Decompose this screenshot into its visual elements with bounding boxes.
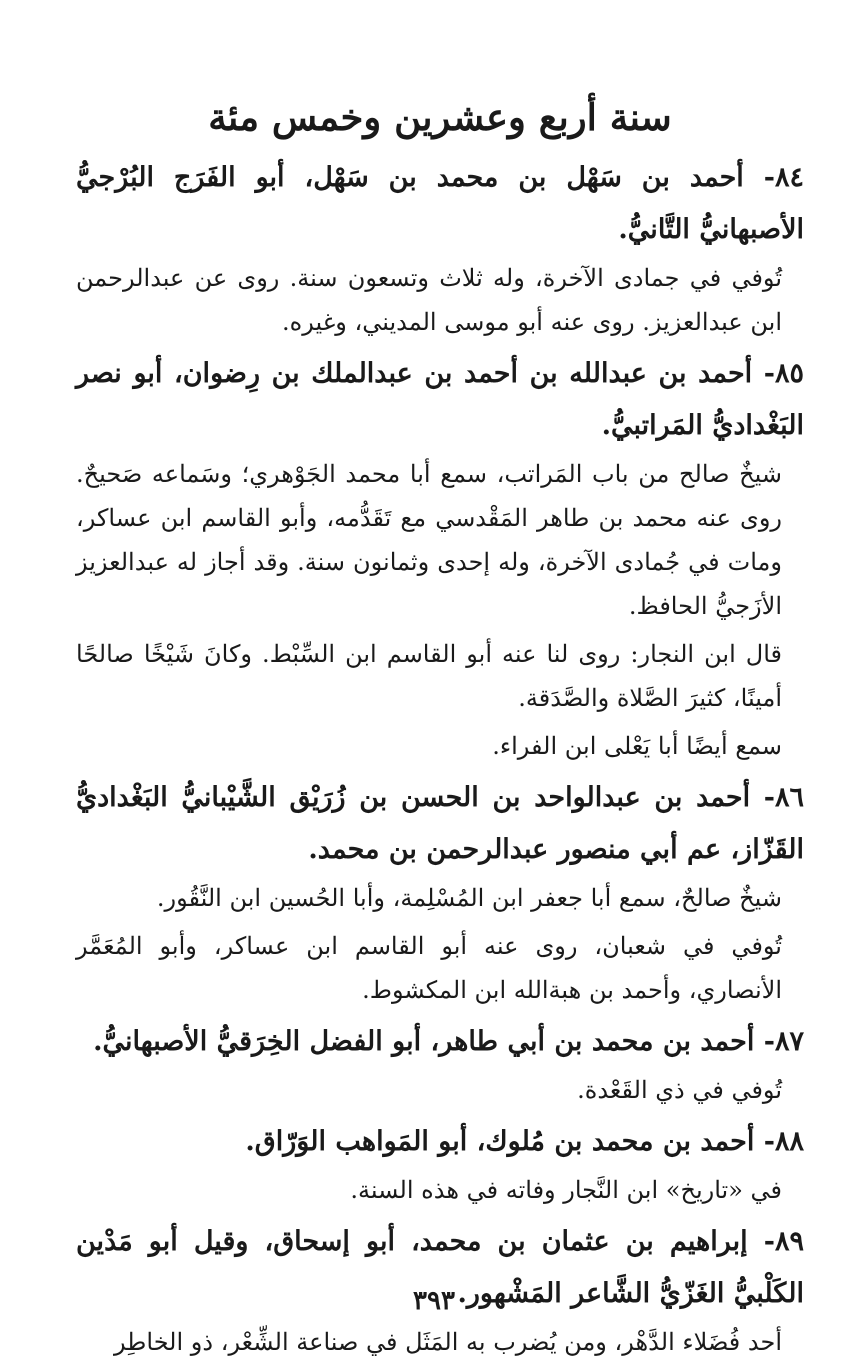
spacer	[750, 782, 764, 813]
biography-entry	[76, 348, 804, 768]
page-number: ٣٩٣	[413, 1286, 455, 1316]
entry-name: أحمد بن عبدالله بن أحمد بن عبدالملك بن رِضوان، أبو نصر البَغْداديُّ المَراتبيُّ.	[76, 358, 804, 441]
biography-entry	[76, 152, 804, 344]
biography-entry	[76, 772, 804, 1012]
entry-paragraph: تُوفي في جمادى الآخرة، وله ثلاث وتسعون سنة. روى عن عبدالرحمن ابن عبدالعزيز. روى عنه أبو موسى المديني، وغيره.	[76, 264, 782, 336]
entry-paragraph: قال ابن النجار: روى لنا عنه أبو القاسم ابن السِّبْط. وكانَ شَيْخًا صالحًا أمينًا، كثيرَ الصَّلاة والصَّدَقة.	[76, 640, 782, 712]
entry-number: ٨٩-	[763, 1226, 804, 1257]
entry-number: ٨٨-	[763, 1126, 804, 1157]
entry-paragraph: شيخٌ صالحٌ، سمع أبا جعفر ابن المُسْلِمة، وأبا الحُسين ابن النَّقُور.	[156, 884, 782, 912]
section-title: سنة أربع وعشرين وخمس مئة	[208, 95, 672, 139]
spacer	[754, 1026, 763, 1057]
biography-entry	[76, 1016, 804, 1112]
entry-name: أحمد بن محمد بن مُلوك، أبو المَواهب الوَرّاق.	[245, 1126, 755, 1157]
entry-heading	[76, 772, 804, 876]
entry-paragraph: في «تاريخ» ابن النَّجار وفاته في هذه السنة.	[350, 1176, 782, 1204]
entry-heading	[76, 1116, 804, 1168]
spacer	[748, 1226, 764, 1257]
entry-name: أحمد بن سَهْل بن محمد بن سَهْل، أبو الفَرَج البُرْجيُّ الأصبهانيُّ التَّانيُّ.	[76, 162, 804, 245]
entry-paragraph: سمع أيضًا أبا يَعْلى ابن الفراء.	[492, 732, 782, 760]
spacer	[752, 358, 764, 389]
entry-heading	[76, 348, 804, 452]
entry-number: ٨٧-	[763, 1026, 804, 1057]
entry-paragraph: أحد فُضَلاء الدَّهْر، ومن يُضرب به المَثَل في صناعة الشِّعْر، ذو الخاطِر	[114, 1328, 782, 1356]
entry-heading	[76, 1016, 804, 1068]
entry-heading	[76, 152, 804, 256]
entry-name: أحمد بن عبدالواحد بن الحسن بن زُرَيْق الشَّيْبانيُّ البَغْداديُّ القَزّاز، عم أبي منصور عبدالرحمن بن محمد.	[76, 782, 804, 865]
entry-number: ٨٥-	[763, 358, 805, 389]
biography-entry	[76, 1116, 804, 1212]
entry-paragraph: شيخٌ صالح من باب المَراتب، سمع أبا محمد الجَوْهري؛ وسَماعه صَحيحٌ. روى عنه محمد بن طاهر المَقْدسي مع تَقَدُّمه، وأبو القاسم ابن عساكر، ومات في جُمادى الآخرة، وله إحدى وثمانون سنة. وقد أجاز له عبدالعزيز الأزَجيُّ الحافظ.	[76, 460, 782, 620]
entry-name: إبراهيم بن عثمان بن محمد، أبو إسحاق، وقيل أبو مَدْين الكَلْبيُّ الغَزّيُّ الشَّاعر المَشْهور.	[76, 1226, 804, 1309]
entry-number: ٨٦-	[763, 782, 804, 813]
entry-name: أحمد بن محمد بن أبي طاهر، أبو الفضل الخِرَقيُّ الأصبهانيُّ.	[93, 1026, 755, 1057]
spacer	[744, 162, 764, 193]
entries-list	[76, 152, 804, 1364]
spacer	[754, 1126, 763, 1157]
entry-paragraph: تُوفي في ذي القَعْدة.	[577, 1076, 782, 1104]
entry-paragraph: تُوفي في شعبان، روى عنه أبو القاسم ابن عساكر، وأبو المُعَمَّر الأنصاري، وأحمد بن هبةالله ابن المكشوط.	[76, 932, 782, 1004]
entry-number: ٨٤-	[763, 162, 804, 193]
